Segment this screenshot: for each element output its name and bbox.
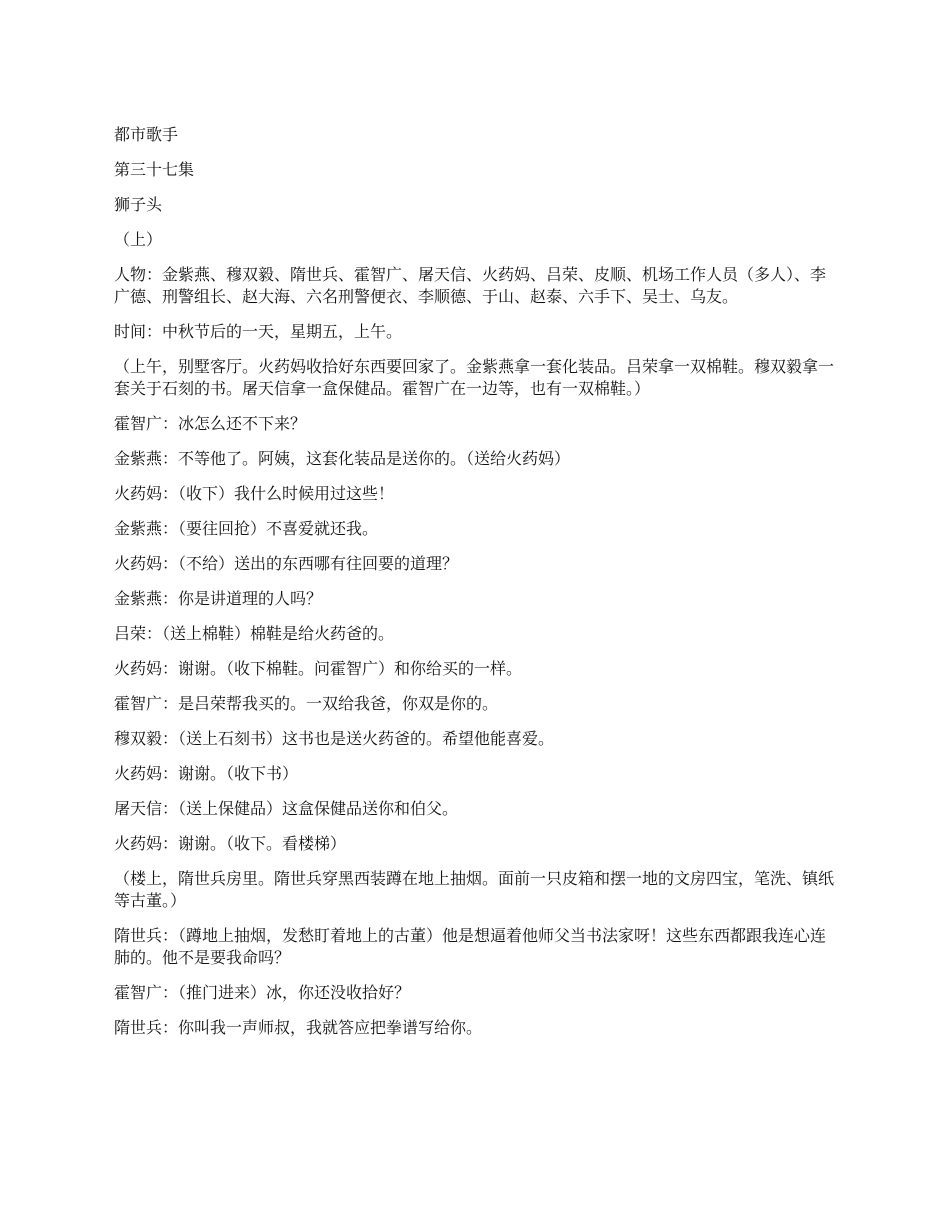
document-body: [114, 124, 838, 1052]
dialogue-line: 金紫燕：（要往回抢）不喜爱就还我。: [114, 519, 379, 538]
time-paragraph: 时间：中秋节后的一天，星期五，上午。: [114, 322, 403, 341]
dialogue-line: 穆双毅：（送上石刻书）这书也是送火药爸的。希望他能喜爱。: [114, 729, 555, 748]
dialogue-line: 火药妈：（不给）送出的东西哪有往回要的道理？: [114, 554, 459, 573]
dialogue-line: 金紫燕：不等他了。阿姨，这套化装品是送你的。（送给火药妈）: [114, 449, 571, 468]
dialogue-line: 金紫燕：你是讲道理的人吗？: [114, 589, 323, 608]
dialogue-line: 吕荣：（送上棉鞋）棉鞋是给火药爸的。: [114, 624, 395, 643]
dialogue-line: 隋世兵：（蹲地上抽烟，发愁盯着地上的古董）他是想逼着他师父当书法家呀！这些东西都跟我连心连肺的。他不是要我命吗？: [114, 926, 827, 967]
part-label: （上）: [114, 230, 163, 249]
episode-number: 第三十七集: [114, 160, 195, 179]
dialogue-line: 霍智广：是吕荣帮我买的。一双给我爸，你双是你的。: [114, 694, 499, 713]
scene-direction: （楼上，隋世兵房里。隋世兵穿黑西装蹲在地上抽烟。面前一只皮箱和摆一地的文房四宝，笔洗、镇纸等古董。）: [114, 869, 835, 910]
dialogue-line: 火药妈：谢谢。（收下书）: [114, 764, 299, 783]
characters-paragraph: 人物：金紫燕、穆双毅、隋世兵、霍智广、屠天信、火药妈、吕荣、皮顺、机场工作人员（多人）、李广德、刑警组长、赵大海、六名刑警便衣、李顺德、于山、赵泰、六手下、吴士、乌友。: [114, 265, 827, 306]
scene-direction: （上午，别墅客厅。火药妈收拾好东西要回家了。金紫燕拿一套化装品。吕荣拿一双棉鞋。穆双毅拿一套关于石刻的书。屠天信拿一盒保健品。霍智广在一边等，也有一双棉鞋。）: [114, 357, 835, 398]
dialogue-line: 霍智广：（推门进来）冰，你还没收拾好？: [114, 983, 411, 1002]
episode-title: 狮子头: [114, 195, 163, 214]
dialogue-line: 火药妈：谢谢。（收下棉鞋。问霍智广）和你给买的一样。: [114, 659, 523, 678]
dialogue-line: 霍智广：冰怎么还不下来？: [114, 414, 307, 433]
dialogue-line: 火药妈：（收下）我什么时候用过这些！: [114, 484, 395, 503]
dialogue-line: 隋世兵：你叫我一声师叔，我就答应把拳谱写给你。: [114, 1018, 483, 1037]
dialogue-line: 火药妈：谢谢。（收下。看楼梯）: [114, 834, 347, 853]
script-title: 都市歌手: [114, 125, 179, 144]
dialogue-line: 屠天信：（送上保健品）这盒保健品送你和伯父。: [114, 799, 459, 818]
